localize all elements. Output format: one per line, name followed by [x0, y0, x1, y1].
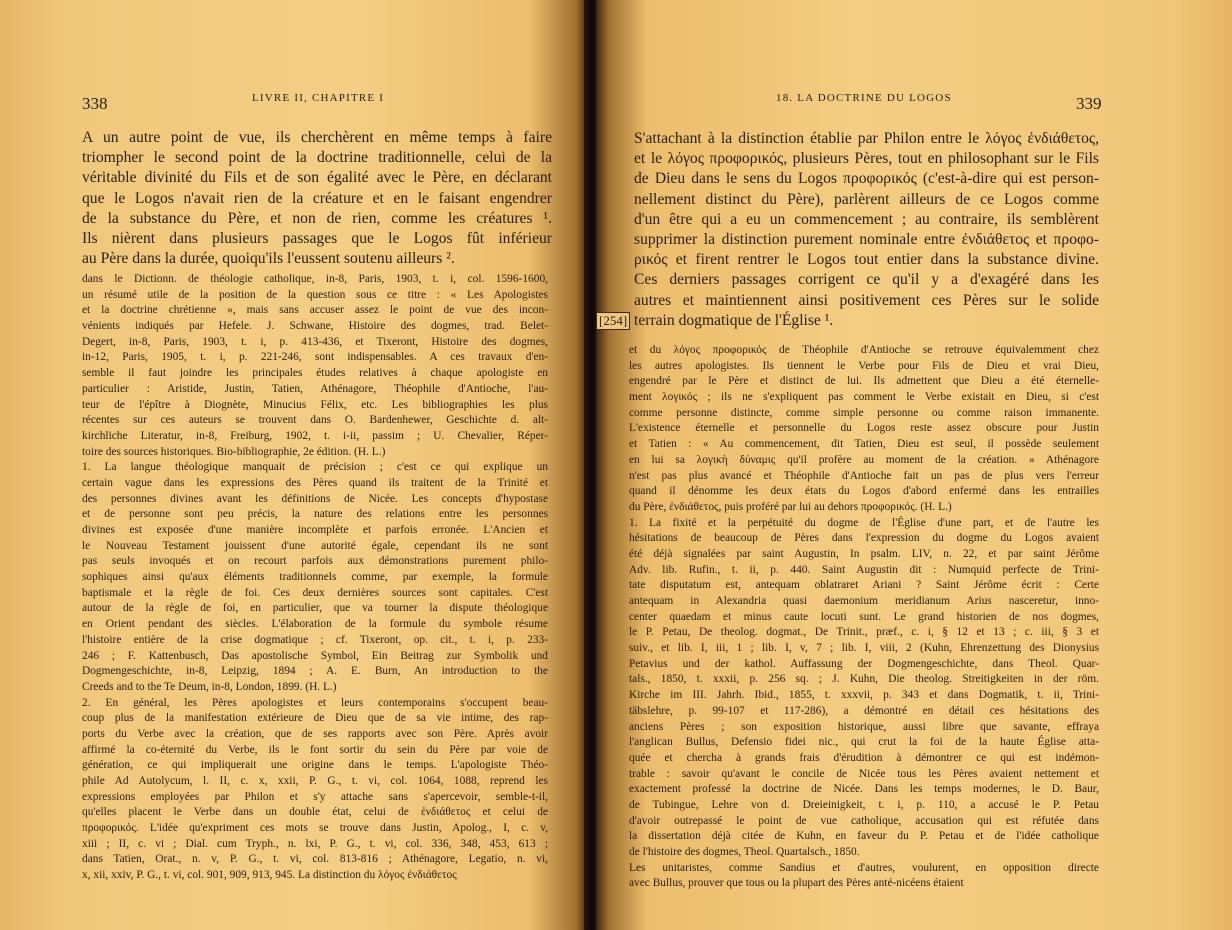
- text-line: au Père dans la durée, quoiqu'ils l'eussent soutenu ailleurs ².: [82, 250, 455, 268]
- footnote-line: autour de la règle de foi, en particulier, que va tourner la dispute théologique: [82, 602, 548, 615]
- text-line: de Dieu dans le sens du Logos προφορικός (c'est-à-dire qui est person-: [634, 170, 1099, 188]
- running-head: LIVRE II, CHAPITRE I: [252, 92, 385, 104]
- text-line: d'un être qui a eu un commencement ; au contraire, ils semblèrent: [634, 210, 1099, 228]
- footnote-line: particulier : Aristide, Justin, Tatien, Athénagore, Théophile d'Antioche, l'au-: [82, 382, 548, 395]
- footnote-line: le P. Petau, De theolog. dogmat., De Trinit., præf., c. i, § 12 et 13 ; c. iii, § 3 et: [629, 626, 1099, 639]
- footnote-line: Petavius und der kathol. Auffassung der Dogmengeschichte, dans Theol. Quar-: [629, 657, 1099, 670]
- footnote-line: Creeds and to the Te Deum, in-8, London, 1899. (H. L.): [82, 680, 337, 693]
- text-line: nellement distinct du Père), parlèrent ailleurs de ce Logos comme: [634, 190, 1099, 208]
- footnote-line: dans Tatien, Orat., n. v, P. G., t. vi, col. 813-816 ; Athénagore, Legatio, n. vi,: [82, 853, 548, 866]
- text-line: S'attachant à la distinction établie par Philon entre le λόγος ἐνδιάθετος,: [634, 130, 1099, 147]
- footnote-line: un résumé utile de la position de la question sous ce titre : « Les Apologistes: [82, 288, 548, 301]
- footnote-line: antequam in Alexandria quasi daemonium meridianum Arius nasceretur, inno-: [629, 595, 1099, 607]
- footnote-line: semble il faut joindre les principales études relatives à chaque apologiste en: [82, 367, 548, 380]
- footnote-line: teur de l'épître à Diognète, Minucius Félix, etc. Les bibliographies les plus: [82, 398, 548, 411]
- footnote-line: 1. La fixité et la perpétuité du dogme de l'Église d'une part, et de l'autre les: [629, 516, 1099, 529]
- footnote-line: des personnes divines avant les définitions de Nicée. Les concepts d'hypostase: [82, 492, 548, 505]
- footnote-line: été déjà signalées par saint Augustin, In psalm. LIV, n. 22, et par saint Jérôme: [629, 547, 1099, 560]
- text-line: terrain dogmatique de l'Église ¹.: [634, 311, 834, 329]
- footnote-line: coup plus de la manifestation extérieure de Dieu que de sa vie intime, des rap-: [82, 712, 548, 725]
- footnote-line: anciens Pères ; son exposition historique, aussi libre que savante, effraya: [629, 720, 1099, 733]
- footnote-line: avec Bullus, prouver que tous ou la plupart des Pères anté-nicéens étaient: [629, 877, 964, 890]
- main-text: [82, 128, 552, 269]
- footnote-line: Les unitaristes, comme Sandius et d'autres, voulurent, en opposition directe: [629, 861, 1099, 874]
- text-line: que le Logos n'avait rien de la créature et en le faisant engendrer: [82, 189, 552, 207]
- footnote-line: trable : savoir qu'avant le concile de Nicée tous les Pères avaient nettement et: [629, 767, 1099, 780]
- right-page: [596, 0, 1232, 930]
- text-line: de la substance du Père, et non de rien, comme les créatures ¹.: [82, 209, 552, 227]
- footnote-line: en lui sa λογικὴ δύναμις qu'il profère au moment de la création. » Athénagore: [629, 453, 1099, 466]
- footnote-line: täbslehre, p. 99-107 et 117-286), a démontré en détail ces hésitations des: [629, 704, 1099, 717]
- footnote-line: Dogmengeschichte, in-8, Leipzig, 1894 ; A. E. Burn, An introduction to the: [82, 665, 548, 678]
- footnote-line: vénients indiqués par Hefele. J. Schwane, Histoire des dogmes, trad. Belet-: [82, 320, 548, 333]
- footnote-line: expressions employées par Philon et s'y attache sans s'apercevoir, semble-t-il,: [82, 790, 548, 803]
- page-number: 338: [82, 94, 108, 113]
- footnote-line: qu'elles placent le Verbe dans un double état, celui de ἐνδιάθετος et celui de: [82, 806, 548, 819]
- margin-page-marker: [254]: [596, 312, 630, 330]
- footnote-line: exactement professé la doctrine de Nicée. Dans les temps modernes, le D. Baur,: [629, 783, 1099, 796]
- left-page: [0, 0, 588, 930]
- footnote-line: n'est pas plus avancé et Théophile d'Antioche fait un pas de plus vers l'erreur: [629, 469, 1099, 482]
- footnote-line: la dissertation déjà citée de Kuhn, en faveur du P. Petau et de l'idée catholique: [629, 830, 1099, 843]
- footnote-line: l'anglican Bullus, Defensio fidei nic., qui crut la foi de la haute Église atta-: [629, 736, 1099, 749]
- text-line: ρικός et firent rentrer le Logos tout entier dans la substance divine.: [634, 251, 1099, 269]
- footnote-line: ment λογικός ; ils ne s'expliquent pas comment le Verbe existait en Dieu, si c'est: [629, 391, 1099, 404]
- footnote-line: et du λόγος προφορικός de Théophile d'Antioche se retrouve équivalemment chez: [629, 344, 1099, 356]
- footnote-line: le Nouveau Testament jouissent d'une autorité égale, cependant ils ne sont: [82, 539, 548, 552]
- footnote-line: προφορικός. L'idée qu'expriment ces mots se trouve dans Justin, Apolog., I, c. v,: [82, 822, 548, 835]
- main-text: [634, 129, 1099, 331]
- footnote-line: 1. La langue théologique manquait de précision ; c'est ce qui explique un: [82, 461, 548, 474]
- text-line: Ils nièrent dans plusieurs passages que le Logos fût inférieur: [82, 229, 552, 247]
- footnote-line: center quaedam et minus caute locuti sunt. Le grand historien de nos dogmes,: [629, 610, 1099, 623]
- footnote-line: Kirche im III. Jahrh. Ibid., 1855, t. xxxvii, p. 343 et dans Dogmatik, t. ii, Trini-: [629, 689, 1099, 702]
- footnote-line: Adv. lib. Rufin., t. ii, p. 440. Saint Augustin dit : Numquid perfecte de Trini-: [629, 563, 1099, 576]
- footnote-line: l'histoire entière de la crise dogmatique ; cf. Tixeront, op. cit., t. i, p. 233-: [82, 633, 548, 646]
- footnote-line: comme personne distincte, comme simple personne ou comme raison immanente.: [629, 406, 1099, 419]
- footnote-line: et Tatien : « Au commencement, dit Tatien, Dieu est seul, il possède seulement: [629, 438, 1099, 451]
- footnote-line: sophiques ainsi qu'aux éléments traditionnels comme, par exemple, la formule: [82, 571, 548, 584]
- text-line: autres et maintiennent ainsi positivement ces Pères sur le solide: [634, 291, 1099, 309]
- footnote-line: en Orient pendant des siècles. L'élaboration de la formule du symbole résume: [82, 618, 548, 631]
- footnote-line: xiii ; II, c. vi ; Dial. cum Tryph., n. lxi, P. G., t. vi, col. 336, 348, 453, 613 ;: [82, 837, 548, 850]
- footnote-line: tate disputatum est, antequam oblatraret Ariani ? Saint Jérôme écrit : Certe: [629, 579, 1099, 592]
- footnote-line: hésitations de beaucoup de Pères dans l'expression du dogme du Logos avaient: [629, 532, 1099, 545]
- footnote-line: ports du Verbe avec la création, que de ses rapports avec son Père. Après avoir: [82, 727, 548, 740]
- footnotes: [82, 272, 548, 884]
- footnote-line: toire des sources historiques. Bio-bibliographie, 2e édition. (H. L.): [82, 445, 386, 458]
- footnote-line: engendré par le Père et distinct de lui. Ils admettent que Dieu a été éternelle-: [629, 375, 1099, 388]
- footnote-line: quée et chercha à grands frais d'érudition à démontrer ce qui est indémon-: [629, 751, 1099, 764]
- footnote-line: 2. En général, les Pères apologistes et leurs contemporains s'occupent beau-: [82, 696, 548, 709]
- footnote-line: récentes sur ces auteurs se trouvent dans O. Bardenhewer, Geschichte d. alt-: [82, 414, 548, 427]
- footnote-line: in-12, Paris, 1905, t. i, p. 221-246, sont indispensables. A ces travaux d'en-: [82, 351, 548, 364]
- text-line: A un autre point de vue, ils cherchèrent en même temps à faire: [82, 129, 552, 146]
- text-line: triompher le second point de la doctrine traditionnelle, celui de la: [82, 149, 552, 167]
- footnote-line: génération, ce qui impliquerait une origine dans le temps. L'apologiste Théo-: [82, 759, 548, 772]
- footnote-line: et de personne sont peu précis, la nature des relations entre les personnes: [82, 508, 548, 521]
- footnote-line: phile Ad Autolycum, l. II, c. x, xxii, P. G., t. vi, col. 1064, 1088, reprend les: [82, 775, 548, 787]
- footnote-line: kirchliche Literatur, in-8, Freiburg, 1902, t. i-ii, passim ; U. Chevalier, Réper-: [82, 429, 548, 442]
- footnote-line: tals., 1850, t. xxxii, p. 256 sq. ; J. Kuhn, Die theolog. Streitigkeiten in der röm.: [629, 673, 1099, 686]
- footnote-line: 246 ; F. Kattenbusch, Das apostolische Symbol, Ein Beitrag zur Symbolik und: [82, 649, 548, 662]
- footnote-line: pas seuls invoqués et on recourt parfois aux démonstrations purement philo-: [82, 555, 548, 568]
- text-line: Ces derniers passages corrigent ce qu'il y a d'exagéré dans les: [634, 271, 1099, 289]
- footnote-line: quand il dénomme les deux états du Logos d'abord enfermé dans les entrailles: [629, 485, 1099, 498]
- footnote-line: et la doctrine chrétienne », mais sans accuser assez le point de vue des incon-: [82, 304, 548, 317]
- page-number: 339: [1076, 94, 1102, 113]
- footnote-line: du Père, ἐνδιάθετος, puis proféré par lui au dehors προφορικός. (H. L.): [629, 500, 952, 513]
- footnote-line: de Tubingue, Lehre von d. Dreieinigkeit, t. i, p. 110, a accusé le P. Petau: [629, 798, 1099, 811]
- footnote-line: certain vague dans les expressions des Pères quand ils traitent de la Trinité et: [82, 476, 548, 489]
- footnote-line: de l'histoire des dogmes, Theol. Quartalsch., 1850.: [629, 846, 860, 858]
- running-head: 18. LA DOCTRINE DU LOGOS: [776, 92, 952, 104]
- footnotes: [629, 343, 1099, 892]
- footnote-line: dans le Dictionn. de théologie catholique, in-8, Paris, 1903, t. i, col. 1596-1600,: [82, 273, 548, 285]
- footnote-line: Degert, in-8, Paris, 1903, t. i, p. 413-436, et Tixeront, Histoire des dogmes,: [82, 335, 548, 348]
- footnote-line: divines est exposée d'une manière incomplète et parfois erronée. L'Ancien et: [82, 524, 548, 536]
- footnote-line: suiv., et lib. I, iii, 1 ; lib. I, v, 7 ; lib. I, viii, 2 (Kuhn, Ehrenzettung des Dionysius: [629, 642, 1099, 655]
- footnote-line: d'avoir outrepassé le point de vue catholique, accusation qui est réfutée dans: [629, 814, 1099, 827]
- footnote-line: baptismale et la règle de foi. Ces deux dernières sources sont capitales. C'est: [82, 586, 548, 599]
- footnote-line: les autres apologistes. Ils tiennent le Verbe pour Fils de Dieu et vrai Dieu,: [629, 359, 1099, 372]
- text-line: et le λόγος προφορικός, plusieurs Pères, tout en philosophant sur le Fils: [634, 150, 1099, 168]
- footnote-line: L'existence éternelle et personnelle du Logos reste assez obscure pour Justin: [629, 422, 1099, 435]
- footnote-line: affirmé la co-éternité du Verbe, ils le font sortir du sein du Père par voie de: [82, 743, 548, 756]
- footnote-line: x, xii, xxiv, P. G., t. vi, col. 901, 909, 913, 945. La distinction du λόγος ἐνδιάθετος: [82, 869, 457, 882]
- text-line: véritable divinité du Fils et de son égalité avec le Père, en déclarant: [82, 169, 552, 187]
- text-line: supprimer la distinction purement nominale entre ἐνδιάθετος et προφο-: [634, 230, 1099, 248]
